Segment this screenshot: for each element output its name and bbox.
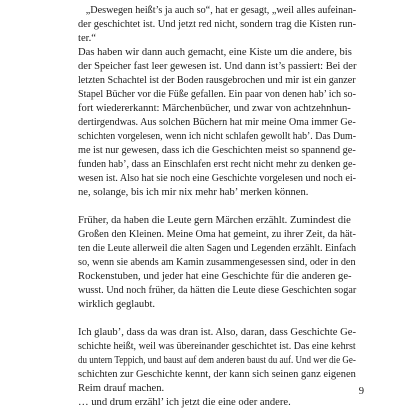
- text-line: ten die Leute allerweil die alten Sagen und Legenden erzählt. Einfach: [78, 243, 357, 254]
- text-line: schichten vorgelesen, wenn ich nicht schlafen gewollt hab’. Das Dum-: [78, 131, 356, 142]
- body-text: [78, 4, 356, 408]
- text-line: … und drum erzähl’ ich jetzt die eine oder andere.: [78, 397, 291, 408]
- text-line: Stapel Bücher vor die Füße gefallen. Ein paar von denen hab’ ich so-: [78, 89, 356, 100]
- text-line: wusst. Und noch früher, da hätten die Leute diese Geschichten sogar: [78, 285, 357, 296]
- paragraph-3: [78, 214, 356, 312]
- paragraph-1: [78, 4, 356, 46]
- text-line: me ist nur gewesen, dass ich die Geschichten meist so spannend ge-: [78, 145, 356, 156]
- text-line: so, wenn sie abends am Kamin zusammengesessen sind, oder in den: [78, 257, 356, 268]
- text-line: wesen ist. Also hat sie noch eine Geschichte vorgelesen und noch ei-: [78, 173, 357, 184]
- text-line: „Deswegen heißt’s ja auch so“, hat er gesagt, „weil alles aufeinan-: [85, 5, 357, 16]
- text-line: dertirgendwas. Aus solchen Büchern hat mir meine Oma immer Ge-: [78, 117, 356, 128]
- paragraph-4: [78, 326, 356, 408]
- text-line: der Speicher fast leer gewesen ist. Und dann ist’s passiert: Bei der: [78, 61, 357, 72]
- text-line: du untern Teppich, und baust auf dem anderen baust du auf. Und wer die Ge-: [78, 355, 356, 366]
- text-line: fort wiedererkannt: Märchenbücher, und zwar von achtzehnhun-: [78, 103, 351, 114]
- text-line: schichten zur Geschichte kennt, der kann sich seinen ganz eigenen: [78, 369, 356, 380]
- page-number: 9: [358, 386, 364, 397]
- text-line: Rockenstuben, und jeder hat eine Geschichte für die anderen ge-: [78, 271, 352, 282]
- text-line: Großen den Kleinen. Meine Oma hat gemeint, zu ihrer Zeit, da hät-: [78, 229, 356, 240]
- text-line: schichte heißt, weil was übereinander geschichtet ist. Das eine kehrst: [78, 341, 356, 352]
- text-line: Ich glaub’, dass da was dran ist. Also, daran, dass Geschichte Ge-: [78, 327, 357, 338]
- text-line: letzten Schachtel ist der Boden rausgebrochen und mir ist ein ganzer: [78, 75, 356, 86]
- text-line: Das haben wir dann auch gemacht, eine Kiste um die andere, bis: [78, 47, 352, 58]
- text-line: ne, solange, bis ich mir nix mehr hab’ merken können.: [78, 187, 309, 198]
- text-line: Früher, da haben die Leute gern Märchen erzählt. Zumindest die: [78, 215, 351, 226]
- paragraph-2: [78, 46, 356, 200]
- text-line: Reim drauf machen.: [78, 383, 165, 394]
- text-line: der geschichtet ist. Und jetzt red nicht, sondern trag die Kisten run-: [78, 19, 357, 30]
- text-line: funden hab’, dass an Einschlafen erst recht nicht mehr zu denken ge-: [78, 159, 356, 170]
- text-line: ter.“: [78, 33, 96, 44]
- text-line: wirklich geglaubt.: [78, 299, 156, 310]
